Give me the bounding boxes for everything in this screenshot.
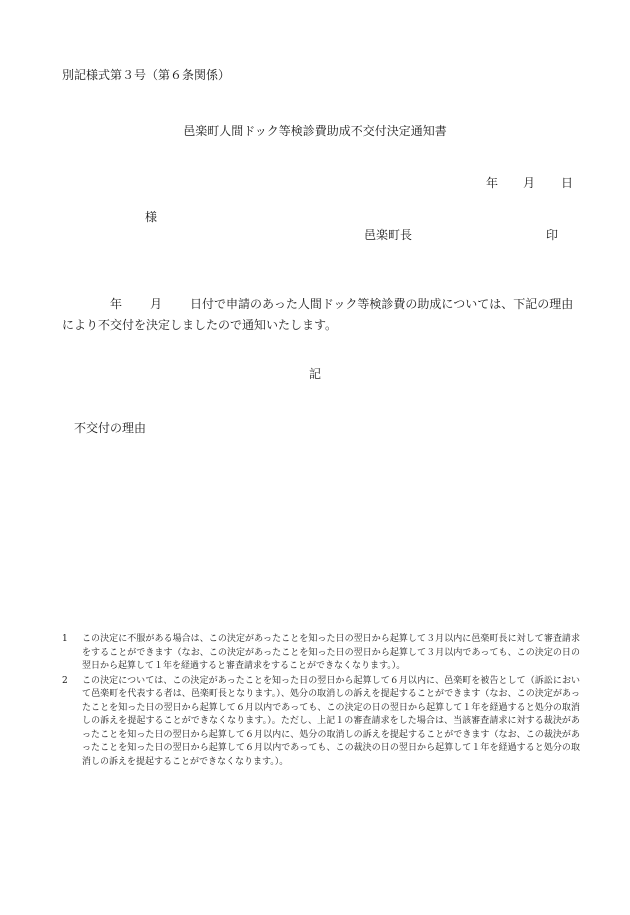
reason-label: 不交付の理由 — [74, 421, 147, 435]
body-month-label: 月 — [150, 297, 163, 311]
ki-heading: 記 — [308, 367, 321, 381]
note-text: この決定については、この決定があったことを知った日の翌日から起算して６月以内に、邑楽町を被告として（訴訟において邑楽町を代表する者は、邑楽町長となります。）、処分の取消しの訴えを提起することができます（なお、この決定があったことを知った日の翌日から起算して６月以内であっても、この決定の日の翌日から起算して１年を経過すると処分の取消しの訴えを提起することができなくなります。）。ただし、上記１の審査請求をした場合は、当該審査請求に対する裁決があったことを知った日の翌日から起算して６月以内に、処分の取消しの訴えを提起することができます（なお、この裁決があったことを知った日の翌日から起算して６月以内であっても、この裁決の日の翌日から起算して１年を経過すると処分の取消しの訴えを提起することができなくなります。）。 — [82, 675, 580, 767]
notes-section — [60, 633, 580, 769]
note-number: 2 — [62, 675, 68, 686]
addressee-suffix: 様 — [145, 210, 158, 224]
note-text: この決定に不服がある場合は、この決定があったことを知った日の翌日から起算して３月以内に邑楽町長に対して審査請求をすることができます（なお、この決定があったことを知った日の翌日から起算して３月以内であっても、この決定の日の翌日から起算して１年を経過すると審査請求をすることができなくなります。）。 — [82, 634, 580, 671]
note-item — [60, 633, 580, 674]
date-month-label: 月 — [523, 176, 536, 190]
note-item — [60, 675, 580, 770]
body-year-label: 年 — [110, 297, 123, 311]
notice-body — [62, 294, 580, 336]
document-title: 邑楽町人間ドック等検診費助成不交付決定通知書 — [183, 124, 447, 138]
issuer-title: 邑楽町長 — [364, 228, 413, 242]
date-year-label: 年 — [486, 176, 499, 190]
date-day-label: 日 — [561, 176, 574, 190]
note-number: 1 — [62, 634, 68, 644]
body-text: 日付で申請のあった人間ドック等検診費の助成については、下記の理由により不交付を決定しましたので通知いたします。 — [62, 297, 574, 332]
form-number: 別記様式第３号（第６条関係） — [62, 68, 231, 82]
seal-mark: 印 — [546, 228, 559, 242]
